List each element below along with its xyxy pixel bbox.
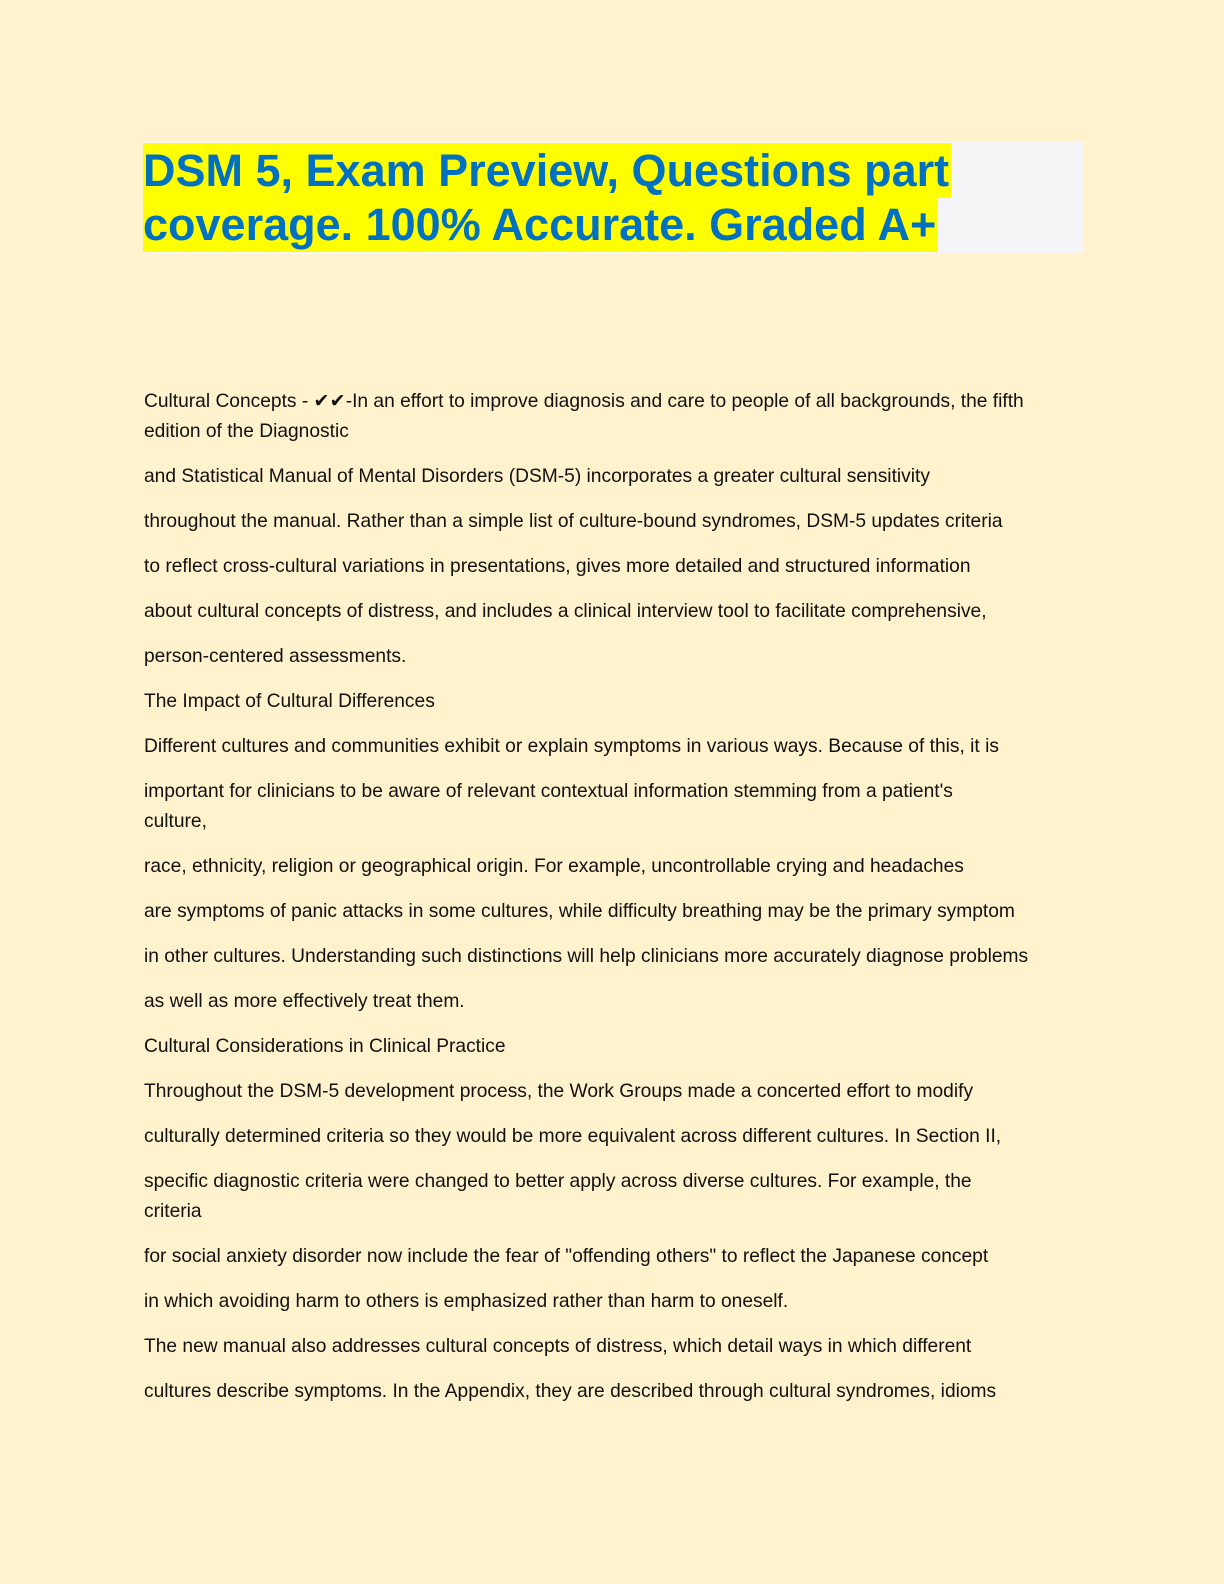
- document-body: [144, 387, 1089, 1407]
- section-heading: Cultural Considerations in Clinical Practice: [144, 1036, 506, 1057]
- body-line: to reflect cross-cultural variations in presentations, gives more detailed and structured information: [144, 556, 971, 577]
- section-heading: The Impact of Cultural Differences: [144, 691, 435, 712]
- body-line: criteria: [144, 1201, 202, 1222]
- body-line: The new manual also addresses cultural concepts of distress, which detail ways in which different: [144, 1336, 972, 1357]
- body-line: edition of the Diagnostic: [144, 421, 349, 442]
- document-title-line-1: DSM 5, Exam Preview, Questions part: [143, 145, 950, 196]
- body-line: Different cultures and communities exhibit or explain symptoms in various ways. Because of this, it is: [144, 736, 999, 757]
- document-title-line-2: coverage. 100% Accurate. Graded A+: [143, 199, 937, 250]
- body-line: person-centered assessments.: [144, 646, 407, 667]
- body-line: in other cultures. Understanding such distinctions will help clinicians more accurately diagnose problems: [144, 946, 1029, 967]
- body-line: are symptoms of panic attacks in some cultures, while difficulty breathing may be the primary symptom: [144, 901, 1015, 922]
- body-line: Cultural Concepts - ✔✔-In an effort to improve diagnosis and care to people of all backgrounds, the fifth: [144, 391, 1024, 412]
- body-line: culturally determined criteria so they would be more equivalent across different cultures. In Section II,: [144, 1126, 1002, 1147]
- body-line: Throughout the DSM-5 development process, the Work Groups made a concerted effort to modify: [144, 1081, 974, 1102]
- body-line: culture,: [144, 811, 207, 832]
- body-line: throughout the manual. Rather than a simple list of culture-bound syndromes, DSM-5 updates criteria: [144, 511, 1003, 532]
- body-line: as well as more effectively treat them.: [144, 991, 465, 1012]
- body-line: important for clinicians to be aware of relevant contextual information stemming from a patient's: [144, 781, 953, 802]
- body-line: race, ethnicity, religion or geographical origin. For example, uncontrollable crying and headaches: [144, 856, 964, 877]
- title-block: [143, 141, 1083, 254]
- body-line: in which avoiding harm to others is emphasized rather than harm to oneself.: [144, 1291, 789, 1312]
- body-line: for social anxiety disorder now include the fear of "offending others" to reflect the Japanese concept: [144, 1246, 989, 1267]
- body-line: cultures describe symptoms. In the Appendix, they are described through cultural syndromes, idioms: [144, 1381, 997, 1402]
- body-line: and Statistical Manual of Mental Disorders (DSM-5) incorporates a greater cultural sensitivity: [144, 466, 930, 487]
- body-line: about cultural concepts of distress, and includes a clinical interview tool to facilitate comprehensive,: [144, 601, 987, 622]
- body-line: specific diagnostic criteria were changed to better apply across diverse cultures. For example, the: [144, 1171, 972, 1192]
